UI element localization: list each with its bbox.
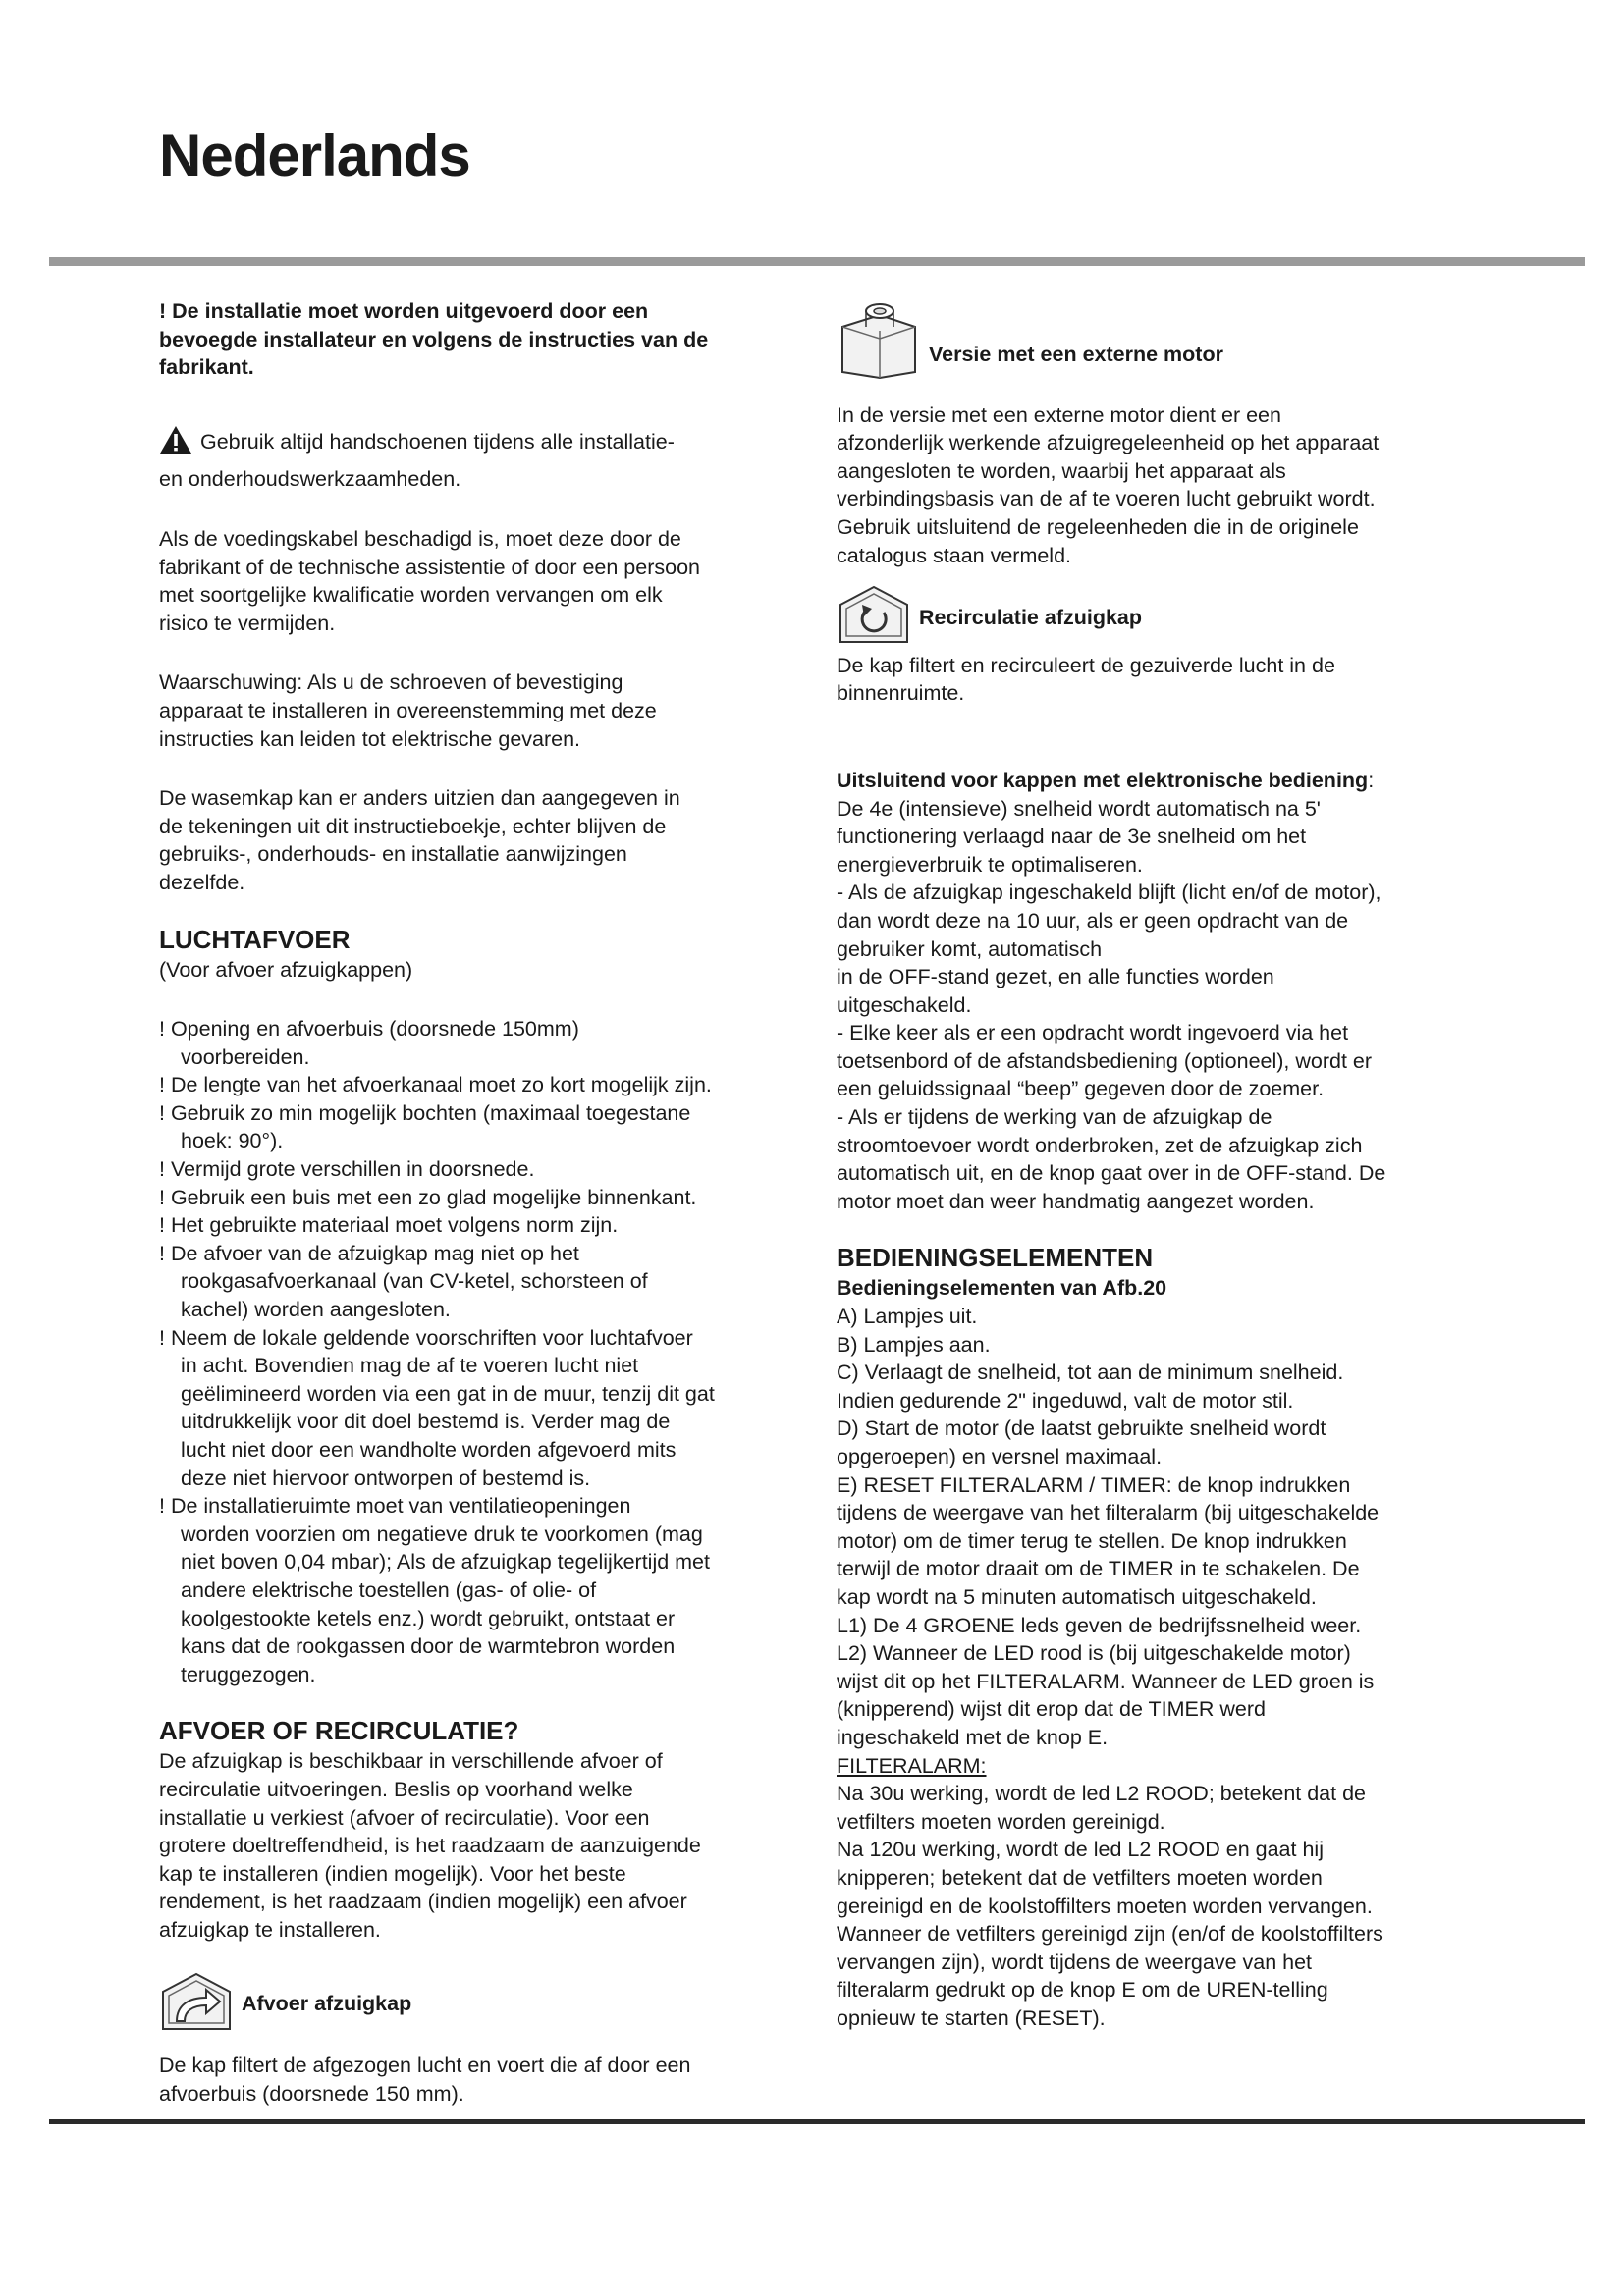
electronic-heading: Uitsluitend voor kappen met elektronische bediening [837,768,1369,792]
text-line: knipperen; betekent dat de vetfilters moeten worden [837,1865,1323,1890]
text-line: tijdens de weergave van het filteralarm (bij uitgeschakelde [837,1501,1380,1525]
recirculation-section-header [837,583,1445,652]
list-item: ! Het gebruikte materiaal moet volgens norm zijn. [159,1213,619,1238]
warning-line: Gebruik altijd handschoenen tijdens alle installatie- [200,429,675,454]
list-item: ! De lengte van het afvoerkanaal moet zo kort mogelijk zijn. [159,1073,712,1097]
text-line: opnieuw te starten (RESET). [837,2005,1106,2030]
duct-exhaust-icon [159,1970,234,2039]
text-line: L2) Wanneer de LED rood is (bij uitgeschakelde motor) [837,1641,1351,1666]
text-line: met soortgelijke kwalificatie worden vervangen om elk [159,583,663,608]
afvoer-heading: Afvoer afzuigkap [242,1992,412,2015]
motor-section-header [837,297,1445,388]
text-line: vervangen zijn), wordt tijdens de weergave van het [837,1949,1313,1974]
right-column [837,297,1445,2032]
luchtafvoer-list [159,1015,768,1688]
top-divider [49,257,1585,266]
text-line: dezelfde. [159,870,245,894]
text-line: afzuigkap te installeren. [159,1917,381,1942]
text-line: De afzuigkap is beschikbaar in verschillende afvoer of [159,1749,663,1774]
text-line: afvoerbuis (doorsnede 150 mm). [159,2081,464,2106]
controls-heading: BEDIENINGSELEMENTEN [837,1243,1154,1273]
text-line: De kap filtert de afgezogen lucht en voert die af door een [159,2054,691,2078]
text-line: De kap filtert en recirculeert de gezuiverde lucht in de [837,653,1335,677]
motor-paragraph [837,401,1445,570]
text-line: motor moet dan weer handmatig aangezet worden. [837,1189,1315,1213]
intro-line: fabrikant. [159,355,254,380]
page-title: Nederlands [159,123,470,188]
text-line: de tekeningen uit dit instructieboekje, echter blijven de [159,814,667,838]
filteralarm-heading: FILTERALARM: [837,1753,987,1778]
text-line: functionering verlaagd naar de 3e snelheid om het [837,825,1307,849]
electronic-heading-colon: : [1368,768,1375,792]
luchtafvoer-subtitle: (Voor afvoer afzuigkappen) [159,957,413,982]
text-line: dan wordt deze na 10 uur, als er geen opdracht van de [837,908,1349,933]
text-line: Waarschuwing: Als u de schroeven of bevestiging [159,670,623,695]
text-line: grotere doeltreffendheid, is het raadzaam de aanzuigende [159,1834,701,1858]
intro-line: ! De installatie moet worden uitgevoerd door een [159,299,649,323]
text-line: installatie u verkiest (afvoer of recirculatie). Voor een [159,1805,650,1830]
text-line: A) Lampjes uit. [837,1305,978,1329]
recirculation-icon [837,583,911,652]
text-line: - Als er tijdens de werking van de afzuigkap de [837,1105,1272,1130]
text-line: kap te installeren (indien mogelijk). Voor het beste [159,1861,626,1886]
afvoer-paragraph [159,2052,768,2108]
text-line: Na 30u werking, wordt de led L2 ROOD; betekent dat de [837,1782,1367,1806]
intro-notice [159,297,768,382]
text-line: ingeschakeld met de knop E. [837,1725,1109,1749]
afvoer-section-header [159,1970,768,2039]
bottom-divider [49,2119,1585,2124]
warning-triangle-icon [159,425,192,462]
text-line: fabrikant of de technische assistentie of door een persoon [159,555,700,579]
recirculation-paragraph [159,1747,768,1944]
recirculation-paragraph [837,652,1445,708]
cable-paragraph [159,525,768,637]
list-item: ! Gebruik zo min mogelijk bochten (maximaal toegestane hoek: 90°). [159,1100,691,1153]
motor-heading: Versie met een externe motor [929,342,1223,366]
text-line: L1) De 4 GROENE leds geven de bedrijfssnelheid weer. [837,1613,1362,1637]
filteralarm-paragraph [837,1780,1445,2032]
appearance-paragraph [159,784,768,896]
external-motor-icon [837,297,921,388]
text-line: Indien gedurende 2" ingeduwd, valt de motor stil. [837,1388,1294,1413]
text-line: risico te vermijden. [159,611,336,635]
text-line: toetsenbord of de afstandsbediening (optioneel), wordt er [837,1048,1373,1073]
gloves-warning [159,419,768,494]
list-item: ! Neem de lokale geldende voorschriften voor luchtafvoer in acht. Bovendien mag de af te voeren lucht niet geëlimineerd worden via een gat in de muur, tenzij dit gat uitdrukkelijk voor dit doel bestemd is. Verder mag de lucht niet door een wandholte worden afgevoerd mits deze niet hiervoor ontworpen of bestemd is. [159,1325,715,1490]
list-item: ! De installatieruimte moet van ventilatieopeningen worden voorzien om negatieve druk te voorkomen (mag niet boven 0,04 mbar); Als de afzuigkap tegelijkertijd met andere elektrische toestellen (gas- of olie- of koolgestookte ketels enz.) wordt gebruikt, ontstaat er kans dat de rookgassen door de warmtebron worden teruggezogen. [159,1494,710,1686]
text-line: aangesloten te worden, waarbij het apparaat als [837,458,1286,483]
controls-paragraph [837,1303,1445,1752]
text-line: Gebruik uitsluitend de regeleenheden die in de originele [837,514,1359,539]
electronic-paragraph [837,795,1445,1216]
list-item: ! De afvoer van de afzuigkap mag niet op het rookgasafvoerkanaal (van CV-ketel, schorsteen of kachel) worden aangesloten. [159,1241,648,1322]
text-line: stroomtoevoer wordt onderbroken, zet de afzuigkap zich [837,1133,1363,1157]
text-line: De 4e (intensieve) snelheid wordt automatisch na 5' [837,796,1321,821]
recirculation-heading: Recirculatie afzuigkap [919,605,1143,629]
text-line: instructies kan leiden tot elektrische gevaren. [159,726,581,751]
text-line: catalogus staan vermeld. [837,543,1072,567]
text-line: apparaat te installeren in overeenstemming met deze [159,698,657,722]
text-line: D) Start de motor (de laatst gebruikte snelheid wordt [837,1416,1326,1441]
text-line: (knipperend) wijst dit erop dat de TIMER werd [837,1697,1266,1722]
list-item: ! Vermijd grote verschillen in doorsnede. [159,1157,535,1182]
text-line: uitgeschakeld. [837,992,972,1017]
text-line: afzonderlijk werkende afzuigregeleenheid op het apparaat [837,431,1380,455]
text-line: in de OFF-stand gezet, en alle functies worden [837,965,1274,989]
text-line: verbindingsbasis van de af te voeren lucht gebruikt wordt. [837,487,1376,511]
text-line: De wasemkap kan er anders uitzien dan aangegeven in [159,786,680,811]
text-line: filteralarm gedrukt op de knop E om de UREN-telling [837,1978,1328,2002]
text-line: kap wordt na 5 minuten automatisch uitgeschakeld. [837,1584,1317,1609]
text-line: recirculatie uitvoeringen. Beslis op voorhand welke [159,1777,633,1801]
text-line: opgeroepen) en versnel maximaal. [837,1445,1163,1468]
list-item: ! Opening en afvoerbuis (doorsnede 150mm) voorbereiden. [159,1017,579,1069]
list-item: ! Gebruik een buis met een zo glad mogelijke binnenkant. [159,1185,697,1209]
text-line: Als de voedingskabel beschadigd is, moet deze door de [159,526,681,551]
text-line: vetfilters moeten worden gereinigd. [837,1809,1165,1834]
text-line: Wanneer de vetfilters gereinigd zijn (en/of de koolstoffilters [837,1922,1383,1947]
controls-subtitle: Bedieningselementen van Afb.20 [837,1276,1167,1301]
text-line: motor) om de timer terug te stellen. De knop indrukken [837,1528,1347,1553]
intro-line: bevoegde installateur en volgens de instructies van de [159,327,709,351]
text-line: - Als de afzuigkap ingeschakeld blijft (licht en/of de motor), [837,881,1381,905]
text-line: automatisch uit, en de knop gaat over in de OFF-stand. De [837,1161,1386,1186]
text-line: gebruiks-, onderhouds- en installatie aanwijzingen [159,842,627,867]
electronic-heading-line [837,767,1445,795]
text-line: gebruiker komt, automatisch [837,936,1103,961]
text-line: rendement, is het raadzaam (indien mogelijk) een afvoer [159,1890,687,1914]
text-line: een geluidssignaal “beep” gegeven door de zoemer. [837,1077,1325,1101]
screws-paragraph [159,668,768,753]
text-line: terwijl de motor draait om de TIMER in te schakelen. De [837,1557,1360,1581]
text-line: Na 120u werking, wordt de led L2 ROOD en gaat hij [837,1838,1324,1862]
text-line: gereinigd en de koolstoffilters moeten worden vervangen. [837,1894,1373,1918]
text-line: - Elke keer als er een opdracht wordt ingevoerd via het [837,1021,1349,1045]
text-line: energieverbruik te optimaliseren. [837,852,1143,877]
left-column [159,297,768,2108]
text-line: binnenruimte. [837,681,965,706]
text-line: B) Lampjes aan. [837,1332,991,1357]
text-line: In de versie met een externe motor dient er een [837,402,1281,427]
text-line: wijst dit op het FILTERALARM. Wanneer de LED groen is [837,1669,1375,1693]
warning-line: en onderhoudswerkzaamheden. [159,467,461,492]
recirculation-question-heading: AFVOER OF RECIRCULATIE? [159,1716,519,1746]
luchtafvoer-heading: LUCHTAFVOER [159,924,351,954]
text-line: C) Verlaagt de snelheid, tot aan de minimum snelheid. [837,1361,1344,1385]
text-line: E) RESET FILTERALARM / TIMER: de knop indrukken [837,1472,1351,1497]
